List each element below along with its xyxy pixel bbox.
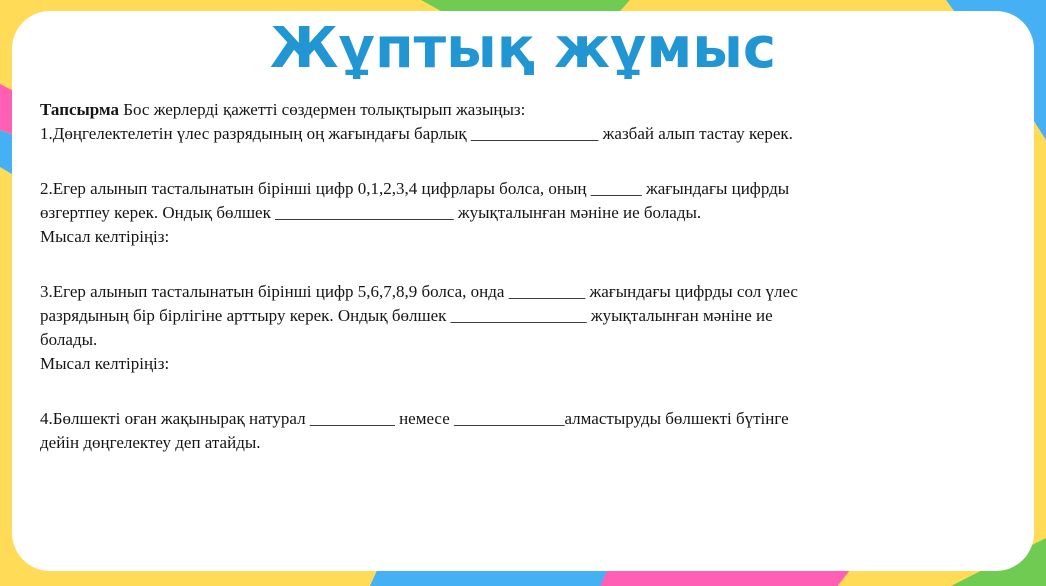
text-line: 2.Егер алынып тасталынатын бірінші цифр 0,1,2,3,4 цифрлары болса, оның ______ жағындағы цифрды [40, 179, 790, 199]
task-intro: Бос жерлерді қажетті сөздермен толықтырып жазыңыз: [118, 100, 526, 120]
paragraphs [40, 122, 1006, 455]
task-header-line [40, 98, 1006, 122]
task-label: Тапсырма [40, 100, 119, 120]
text-line: 3.Егер алынып тасталынатын бірінші цифр 5,6,7,8,9 болса, онда _________ жағындағы цифрды сол үлес [40, 282, 798, 302]
decoration-bottom-pink [600, 570, 850, 586]
text-line: Мысал келтіріңіз: [40, 227, 170, 247]
text-line: 4.Бөлшекті оған жақынырақ натурал __________ немесе _____________алмастыруды бөлшекті бүтінге [40, 409, 789, 429]
page-title: Жұптық жұмыс [269, 16, 777, 81]
text-line: болады. [40, 330, 98, 350]
text-line: дейін дөңгелектеу деп атайды. [40, 433, 261, 453]
text-line: Мысал келтіріңіз: [40, 354, 170, 374]
task-content [40, 98, 1006, 455]
text-line: 1.Дөңгелектелетін үлес разрядының оң жағындағы барлық _______________ жазбай алып тастау керек. [40, 124, 793, 144]
paragraph [40, 177, 1006, 249]
paragraph [40, 407, 1006, 455]
decoration-bottom-blue [365, 570, 610, 586]
text-line: разрядының бір бірлігіне арттыру керек. Ондық бөлшек ________________ жуықталынған мәніне ие [40, 306, 773, 326]
text-line: өзгертпеу керек. Ондық бөлшек _____________________ жуықталынған мәніне ие болады. [40, 203, 702, 223]
paragraph [40, 280, 1006, 376]
paragraph [40, 122, 1006, 146]
content-card [12, 11, 1034, 571]
